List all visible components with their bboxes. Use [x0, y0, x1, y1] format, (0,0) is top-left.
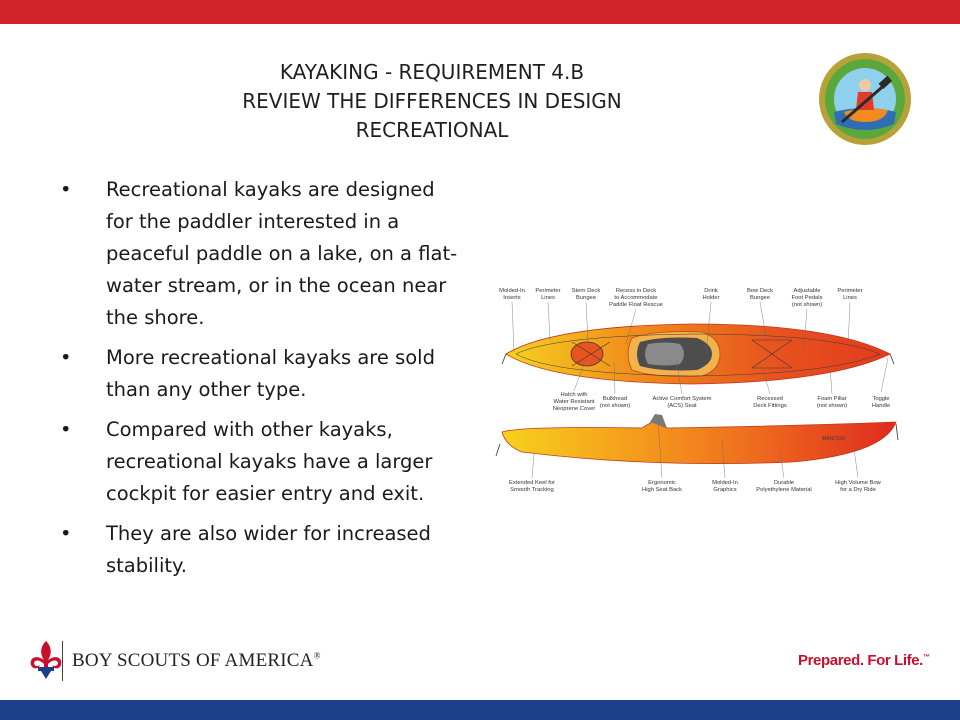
footer-divider [62, 641, 63, 681]
bullet-item [60, 174, 464, 334]
title-line-1: KAYAKING - REQUIREMENT 4.B [279, 60, 585, 84]
callout-label: Recess in Deck to Accommodate Paddle Float Rescue [609, 288, 663, 308]
bullet-marker: • [60, 522, 72, 545]
callout-label: Extended Keel for Smooth Tracking [508, 480, 556, 493]
callout-label: Hatch with Water Resistant Neoprene Cover [552, 392, 596, 412]
callout-label: Adjustable Foot Pedals (not shown) [791, 288, 823, 308]
bullet-item [60, 414, 464, 510]
bullet-marker: • [60, 418, 72, 441]
callout-label: Active Comfort System (ACS) Seat [652, 396, 712, 409]
kayak-diagram [492, 284, 902, 504]
callout-label: Recessed Deck Fittings [753, 396, 787, 409]
slide-title [160, 58, 704, 145]
bottom-blue-bar [0, 700, 960, 720]
callout-label: Ergonomic High Seat Back [642, 480, 682, 493]
callout-label: Molded-In Inserts [499, 288, 525, 301]
callout-label: Perimeter Lines [535, 288, 561, 301]
slogan [798, 652, 930, 669]
bullet-item [60, 518, 464, 582]
bullet-list [60, 174, 464, 590]
diagram-bottom-labels [509, 480, 882, 493]
bsa-wordmark [72, 650, 321, 672]
registered-mark: ® [313, 650, 321, 661]
callout-label: Molded-In Graphics [712, 480, 738, 493]
kayak-top-view [502, 324, 894, 384]
diagram-top-labels [499, 288, 863, 308]
bullet-text: They are also wider for increased stability. [106, 522, 431, 577]
title-line-2: REVIEW THE DIFFERENCES IN DESIGN [242, 89, 622, 113]
title-line-3: RECREATIONAL [355, 118, 509, 142]
bullet-marker: • [60, 346, 72, 369]
callout-label: Bulkhead (not shown) [599, 396, 631, 409]
bullet-marker: • [60, 178, 72, 201]
callout-label: Toggle Handle [871, 396, 891, 409]
slogan-text: Prepared. For Life. [798, 652, 923, 669]
top-red-bar [0, 0, 960, 24]
bullet-text: Compared with other kayaks, recreational kayaks have a larger cockpit for easier entry and exit. [106, 418, 433, 505]
hull-brand: MANITOU [822, 436, 845, 442]
callout-label: High Volume Bow for a Dry Ride [835, 480, 881, 493]
callout-label: Perimeter Lines [837, 288, 863, 301]
callout-label: Bow Deck Bungee [746, 288, 774, 301]
kayaking-merit-badge-icon [818, 52, 912, 146]
diagram-mid-labels [553, 392, 890, 412]
callout-label: Durable Polyethylene Material [756, 480, 812, 493]
bullet-text: More recreational kayaks are sold than any other type. [106, 346, 435, 401]
bullet-item [60, 342, 464, 406]
organization-name: BOY SCOUTS OF AMERICA [72, 650, 314, 671]
callout-label: Foam Pillar (not shown) [816, 396, 848, 409]
callout-label: Stern Deck Bungee [571, 288, 601, 301]
callout-label: Drink Holder [702, 288, 720, 301]
bullet-text: Recreational kayaks are designed for the paddler interested in a peaceful paddle on a lake, on a flat-water stream, or in the ocean near the shore. [106, 178, 458, 329]
trademark-mark: ™ [922, 654, 930, 661]
kayak-side-view [496, 414, 898, 464]
